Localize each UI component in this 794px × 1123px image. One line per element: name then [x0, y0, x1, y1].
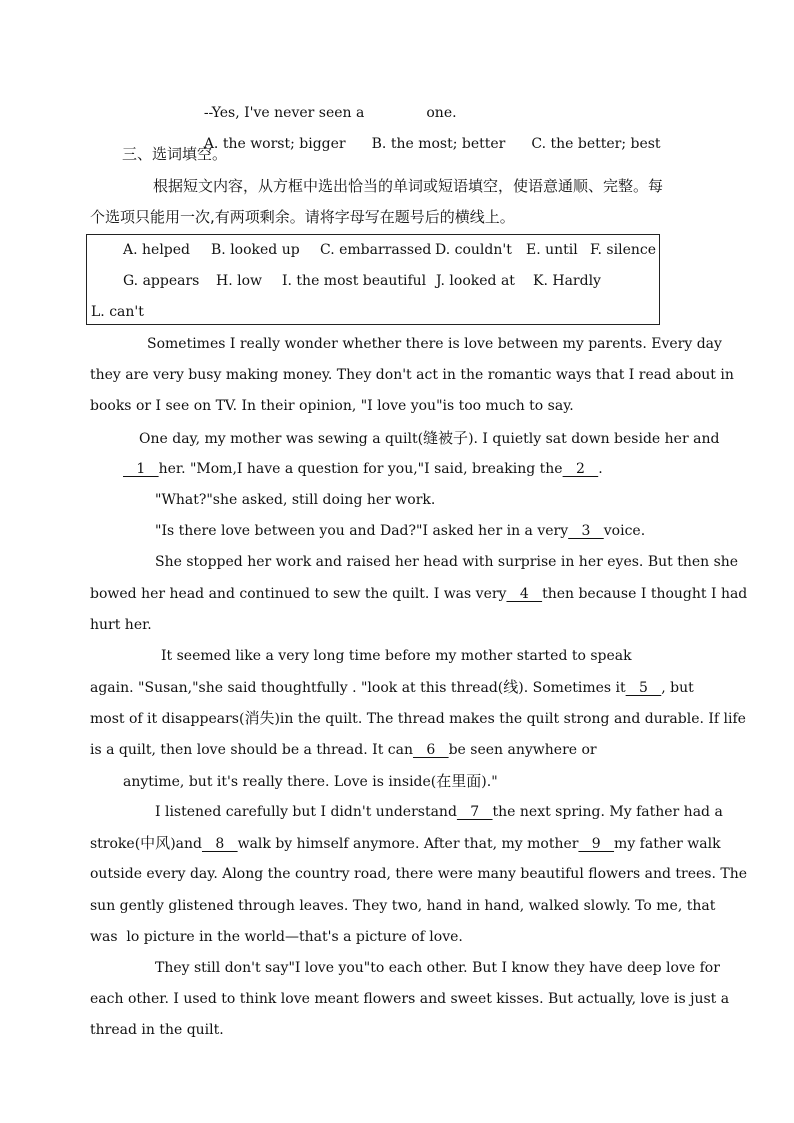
- blank-9: 9: [578, 836, 615, 852]
- option-j: J. looked at: [436, 273, 515, 289]
- passage-line: hurt her.: [90, 617, 152, 633]
- prev-option-a: A. the worst; bigger: [203, 136, 346, 152]
- prev-option-c: C. the better; best: [531, 136, 661, 152]
- blank-2: 2: [562, 461, 599, 477]
- passage-line: It seemed like a very long time before my mother started to speak: [161, 648, 632, 664]
- blank-7: 7: [456, 804, 493, 820]
- passage-line: They still don't say"I love you"to each other. But I know they have deep love for: [155, 960, 720, 976]
- blank-3: 3: [568, 523, 604, 539]
- passage-line: Sometimes I really wonder whether there is love between my parents. Every day: [147, 336, 722, 352]
- blank-1: 1: [123, 461, 159, 477]
- option-l: L. can't: [91, 304, 144, 320]
- passage-line: sun gently glistened through leaves. They two, hand in hand, walked slowly. To me, that: [90, 898, 716, 914]
- option-e: E. until: [526, 242, 578, 258]
- option-g: G. appears: [123, 273, 200, 289]
- passage-line: each other. I used to think love meant flowers and sweet kisses. But actually, love is just a: [90, 991, 730, 1007]
- option-a: A. helped: [123, 242, 190, 258]
- passage-line: stroke(中风)and 8 walk by himself anymore. After that, my mother 9 my father walk: [90, 834, 721, 852]
- passage-line: She stopped her work and raised her head with surprise in her eyes. But then she: [155, 554, 739, 570]
- passage-line: One day, my mother was sewing a quilt(缝被子). I quietly sat down beside her and: [139, 429, 720, 447]
- word-bank-box: [86, 234, 660, 325]
- prev-question-text-b: one.: [426, 105, 457, 121]
- option-f: F. silence: [590, 242, 657, 258]
- option-h: H. low: [216, 273, 262, 289]
- passage-line: was lo picture in the world—that's a picture of love.: [90, 929, 463, 945]
- prev-question-options: [186, 114, 661, 174]
- passage-line: anytime, but it's really there. Love is inside(在里面).": [123, 772, 498, 790]
- option-c: C. embarrassed: [320, 242, 432, 258]
- blank-6: 6: [412, 742, 449, 758]
- instruction-line-2: 个选项只能用一次,有两项剩余。请将字母写在题号后的横线上。: [90, 208, 515, 226]
- passage-line: "Is there love between you and Dad?"I asked her in a very 3 voice.: [155, 523, 646, 539]
- passage-line: they are very busy making money. They don't act in the romantic ways that I read about in: [90, 367, 734, 383]
- passage-line: bowed her head and continued to sew the quilt. I was very 4 then because I thought I had: [90, 586, 748, 602]
- passage-line: "What?"she asked, still doing her work.: [155, 492, 436, 508]
- passage-line: is a quilt, then love should be a thread. It can 6 be seen anywhere or: [90, 742, 597, 758]
- passage-line: I listened carefully but I didn't understand 7 the next spring. My father had a: [155, 804, 723, 820]
- option-i: I. the most beautiful: [282, 273, 427, 289]
- passage-line: 1 her. "Mom,I have a question for you,"I said, breaking the 2 .: [123, 461, 603, 477]
- passage-line: thread in the quilt.: [90, 1022, 224, 1038]
- prev-question-text-a: --Yes, I've never seen a: [203, 105, 365, 121]
- passage-line: most of it disappears(消失)in the quilt. The thread makes the quilt strong and durable. If life: [90, 709, 746, 727]
- blank-5: 5: [625, 680, 662, 696]
- passage-line: outside every day. Along the country road, there were many beautiful flowers and trees. The: [90, 866, 747, 882]
- blank-8: 8: [201, 836, 238, 852]
- prev-option-b: B. the most; better: [371, 136, 506, 152]
- option-d: D. couldn't: [435, 242, 512, 258]
- blank-4: 4: [506, 586, 543, 602]
- passage-line: books or I see on TV. In their opinion, "I love you"is too much to say.: [90, 398, 574, 414]
- section-heading: 三、选词填空。: [122, 145, 228, 163]
- instruction-line-1: 根据短文内容，从方框中选出恰当的单词或短语填空，使语意通顺、完整。每: [153, 177, 664, 195]
- option-k: K. Hardly: [533, 273, 601, 289]
- passage-line: again. "Susan,"she said thoughtfully . "look at this thread(线). Sometimes it 5 , but: [90, 678, 694, 696]
- option-b: B. looked up: [211, 242, 300, 258]
